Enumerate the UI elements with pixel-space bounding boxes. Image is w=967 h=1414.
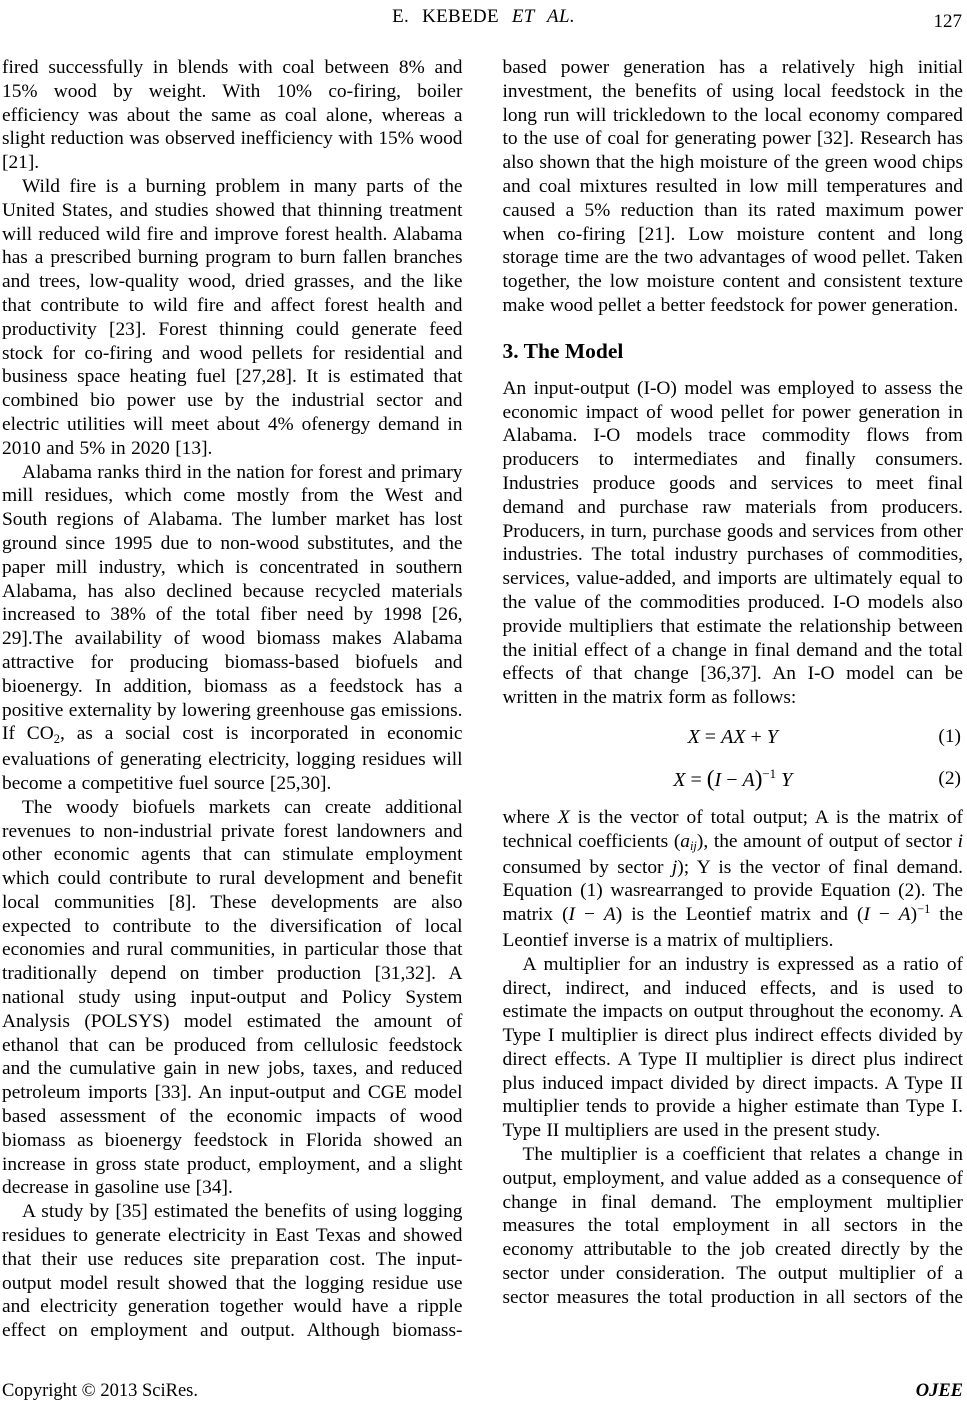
left-column <box>2 56 463 1343</box>
paragraph: where X is the vector of total output; A is the matrix of technical coefficients (aij), the amount of output of sector i consumed by sector j); Y is the vector of final demand. Equation (1) wasrearranged to provide Equation (2). The matrix (I − A) is the Leontief matrix and $(I - A)^{-1}$ the Leontief inverse is a matrix of multipliers. <box>502 806 964 951</box>
paragraph: A study by [35] estimated the benefits of using logging residues to generate electricity in East Texas and showed that their use reduces site preparation cost. The input-output model result showed that the logging residue use and electricity generation together would have a ripple effect on employment and output. Although biomass- <box>2 1201 463 1342</box>
paragraph: A multiplier for an industry is expressed as a ratio of direct, indirect, and induced effects, and is used to estimate the impacts on output throughout the economy. A Type I multiplier is direct plus indirect effects divided by direct effects. A Type II multiplier is direct plus indirect plus induced impact divided by direct impacts. A Type II multiplier tends to provide a higher estimate than Type I. Type II multipliers are used in the present study. <box>502 953 963 1142</box>
right-column <box>503 56 964 1343</box>
paragraph: Wild fire is a burning problem in many parts of the United States, and studies showed that thinning treatment will reduced wild fire and improve forest health. Alabama has a prescribed burning program to burn fallen branches and trees, low-quality wood, dried grasses, and the like that contribute to wild fire and affect forest health and productivity [23]. Forest thinning could generate feed stock for co-firing and wood pellets for residential and business space heating fuel [27,28]. It is estimated that combined bio power use by the industrial sector and electric utilities will meet about 4% ofenergy demand in 2010 and 5% in 2020 [13]. <box>2 175 463 459</box>
equation <box>503 764 964 794</box>
section-heading: 3. The Model <box>502 338 624 363</box>
page-header <box>0 5 967 32</box>
equation-body: $X = (I - A)^{-1}$ Y <box>673 765 793 792</box>
paragraph: fired successfully in blends with coal between 8% and 15% wood by weight. With 10% co-firing, boiler efficiency was about the same as coal alone, whereas a slight reduction was observed inefficiency with 15% wood [21]. <box>2 57 463 174</box>
copyright-text: Copyright © 2013 SciRes. <box>2 1381 198 1401</box>
paragraph: The multiplier is a coefficient that relates a change in output, employment, and value added as a consequence of change in final demand. The employment multiplier measures the total employment in all sectors in the economy attributable to the job created directly by the sector under consideration. The output multiplier of a sector measures the total production in all sectors of the <box>502 1144 963 1308</box>
equation-body: X = AX + Y <box>687 725 778 748</box>
equation <box>503 722 964 752</box>
paragraph: based power generation has a relatively high initial investment, the benefits of using local feedstock in the long run will trickledown to the local economy compared to the use of coal for generating power [32]. Research has also shown that the high moisture of the green wood chips and coal mixtures resulted in low mill temperatures and caused a 5% reduction than its rated maximum power when co-firing [21]. Low moisture content and long storage time are the two advantages of wood pellet. Taken together, the low moisture content and consistent texture make wood pellet a better feedstock for power generation. <box>502 57 963 316</box>
journal-name: OJEE <box>915 1381 963 1401</box>
paragraph: The woody biofuels markets can create additional revenues to non-industrial private forest landowners and other economic agents that can stimulate employment which could contribute to rural development and benefit local communities [8]. These developments are also expected to contribute to the diversification of local economies and rural communities, in particular those that traditionally depend on timber production [31,32]. A national study using input-output and Policy System Analysis (POLSYS) model estimated the amount of ethanol that can be produced from cellulosic feedstock and the cumulative gain in new jobs, taxes, and reduced petroleum imports [33]. An input-output and CGE model based assessment of the economic impacts of wood biomass as bioenergy feedstock in Florida showed an increase in gross state product, employment, and a slight decrease in gasoline use [34]. <box>2 796 463 1199</box>
running-title: E. KEBEDE ET AL. <box>392 6 575 27</box>
equation-number: (2) <box>938 767 961 789</box>
page-footer <box>2 1380 963 1402</box>
paragraph: Alabama ranks third in the nation for forest and primary mill residues, which come mostly from the West and South regions of Alabama. The lumber market has lost ground since 1995 due to non-wood substitutes, and the paper mill industry, which is concentrated in southern Alabama, has also declined because recycled materials increased to 38% of the total fiber need by 1998 [26, 29].The availability of wood biomass makes Alabama attractive for producing biomass-based biofuels and bioenergy. In addition, biomass as a feedstock has a positive externality by lowering greenhouse gas emissions. If CO2, as a social cost is incorporated in economic evaluations of generating electricity, logging residues will become a competitive fuel source [25,30]. <box>2 461 463 794</box>
equation-number: (1) <box>938 725 961 747</box>
page-body <box>2 56 963 1343</box>
page-number: 127 <box>933 11 962 32</box>
paragraph: An input-output (I-O) model was employed to assess the economic impact of wood pellet for power generation in Alabama. I-O models trace commodity flows from producers to intermediates and finally consumers. Industries produce goods and services to meet final demand and purchase raw materials from producers. Producers, in turn, purchase goods and services from other industries. The total industry purchases of commodities, services, value-added, and imports are ultimately equal to the value of the commodities produced. I-O models also provide multipliers that estimate the relationship between the initial effect of a change in final demand and the total effects of that change [36,37]. An I-O model can be written in the matrix form as follows: <box>502 377 963 709</box>
